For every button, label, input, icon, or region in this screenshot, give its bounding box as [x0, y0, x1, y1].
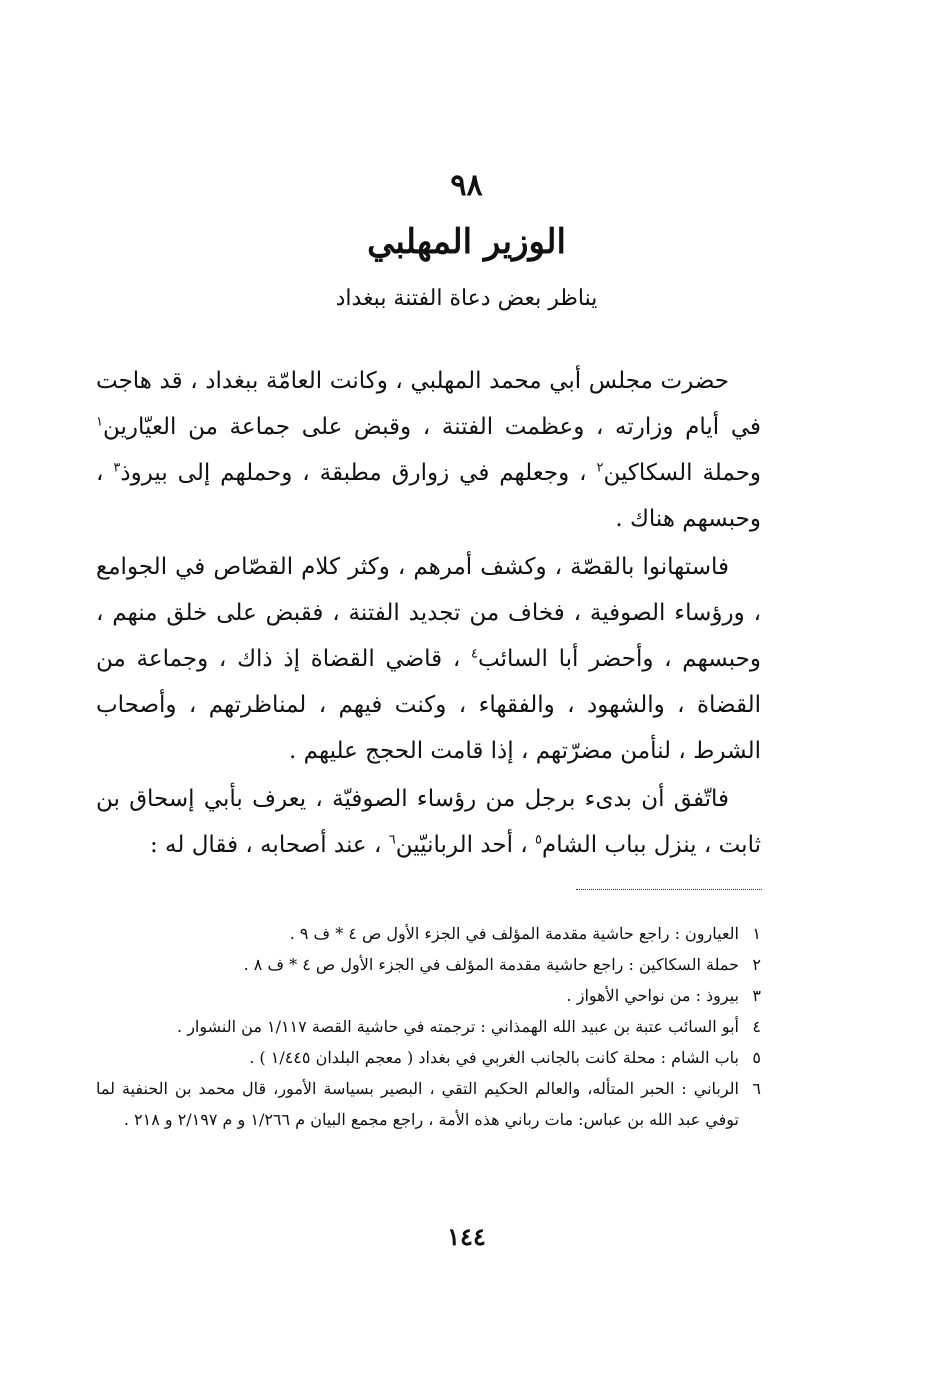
- paragraph-text: فاتّفق أن بدىء برجل من رؤساء الصوفيّة ، يعرف بأبي إسحاق بن ثابت ، ينزل بباب الشام: [96, 786, 761, 858]
- footnote-text: حملة السكاكين : راجع حاشية مقدمة المؤلف في الجزء الأول ص ٤ * ف ٨ .: [243, 955, 739, 974]
- footnote-ref: ٣: [113, 460, 121, 476]
- story-subtitle: يناظر بعض دعاة الفتنة ببغداد: [335, 286, 598, 311]
- paragraph-text: ، قاضي القضاة إذ ذاك ، وجماعة من القضاة ، والشهود ، والفقهاء ، وكنت فيهم ، لمناظرتهم ، وأصحاب الشرط ، لنأمن مضرّتهم ، إذا قامت الحجج عليهم .: [96, 646, 761, 764]
- footnote-text: باب الشام : محلة كانت بالجانب الغربي في بغداد ( معجم البلدان ١/٤٤٥ ) .: [249, 1048, 739, 1067]
- footnote: [96, 949, 761, 980]
- paragraph-text: ، وجعلهم في زوارق مطبقة ، وحملهم إلى بيروذ: [120, 460, 597, 486]
- footnote-number: ٤: [752, 1017, 761, 1036]
- footnote-number: ٥: [752, 1048, 761, 1067]
- paragraph: [96, 776, 761, 868]
- footnote: [96, 918, 761, 949]
- footnote: [96, 1011, 761, 1042]
- footnote-number: ٦: [752, 1079, 761, 1098]
- paragraph-text: وحملة السكاكين: [603, 460, 762, 486]
- footnote: [96, 1042, 761, 1073]
- paragraph-text: حضرت مجلس أبي محمد المهلبي ، وكانت العامّة ببغداد ، قد هاجت في أيام وزارته ، وعظمت الفتنة ، وقبض على جماعة من العيّارين: [96, 368, 761, 440]
- paragraph-text: ، وحبسهم هناك .: [96, 460, 761, 532]
- main-text: [96, 358, 761, 868]
- footnote-ref: ٢: [596, 460, 604, 476]
- paragraph-text: ، أحد الربانيّين: [395, 832, 536, 858]
- story-number: ٩٨: [450, 168, 483, 203]
- footnote: [96, 980, 761, 1011]
- footnote-ref: ٥: [535, 832, 543, 848]
- paragraph-text: فاستهانوا بالقصّة ، وكشف أمرهم ، وكثر كلام القصّاص في الجوامع ، ورؤساء الصوفية ، فخاف من تجديد الفتنة ، فقبض على خلق منهم ، وحبسهم ، وأحضر أبا السائب: [96, 554, 761, 672]
- story-title: الوزير المهلبي: [367, 222, 566, 262]
- footnote-divider: [576, 889, 762, 890]
- footnote-text: الرباني : الحبر المتأله، والعالم الحكيم التقي ، البصير بسياسة الأمور، قال محمد بن الحنفية لما توفي عبد الله بن عباس: مات رباني هذه الأمة ، راجع مجمع البيان م ١/٢٦٦ و م ٢/١٩٧ و ٢١٨ .: [96, 1079, 739, 1129]
- footnote-text: العيارون : راجع حاشية مقدمة المؤلف في الجزء الأول ص ٤ * ف ٩ .: [289, 924, 739, 943]
- footnote-text: أبو السائب عتبة بن عبيد الله الهمذاني : ترجمته في حاشية القصة ١/١١٧ من النشوار .: [177, 1017, 739, 1036]
- footnote: [96, 1073, 761, 1135]
- footnotes: [96, 918, 761, 1135]
- footnote-number: ٢: [752, 955, 761, 974]
- footnote-number: ١: [752, 924, 761, 943]
- footnote-ref: ٦: [388, 832, 396, 848]
- footnote-number: ٣: [752, 986, 761, 1005]
- page-number: ١٤٤: [447, 1222, 486, 1251]
- footnote-ref: ٤: [471, 646, 478, 662]
- footnote-text: بيروذ : من نواحي الأهواز .: [566, 986, 739, 1005]
- footnote-ref: ١: [96, 414, 103, 430]
- paragraph: [96, 544, 761, 774]
- paragraph: [96, 358, 761, 542]
- paragraph-text: ، عند أصحابه ، فقال له :: [150, 832, 389, 858]
